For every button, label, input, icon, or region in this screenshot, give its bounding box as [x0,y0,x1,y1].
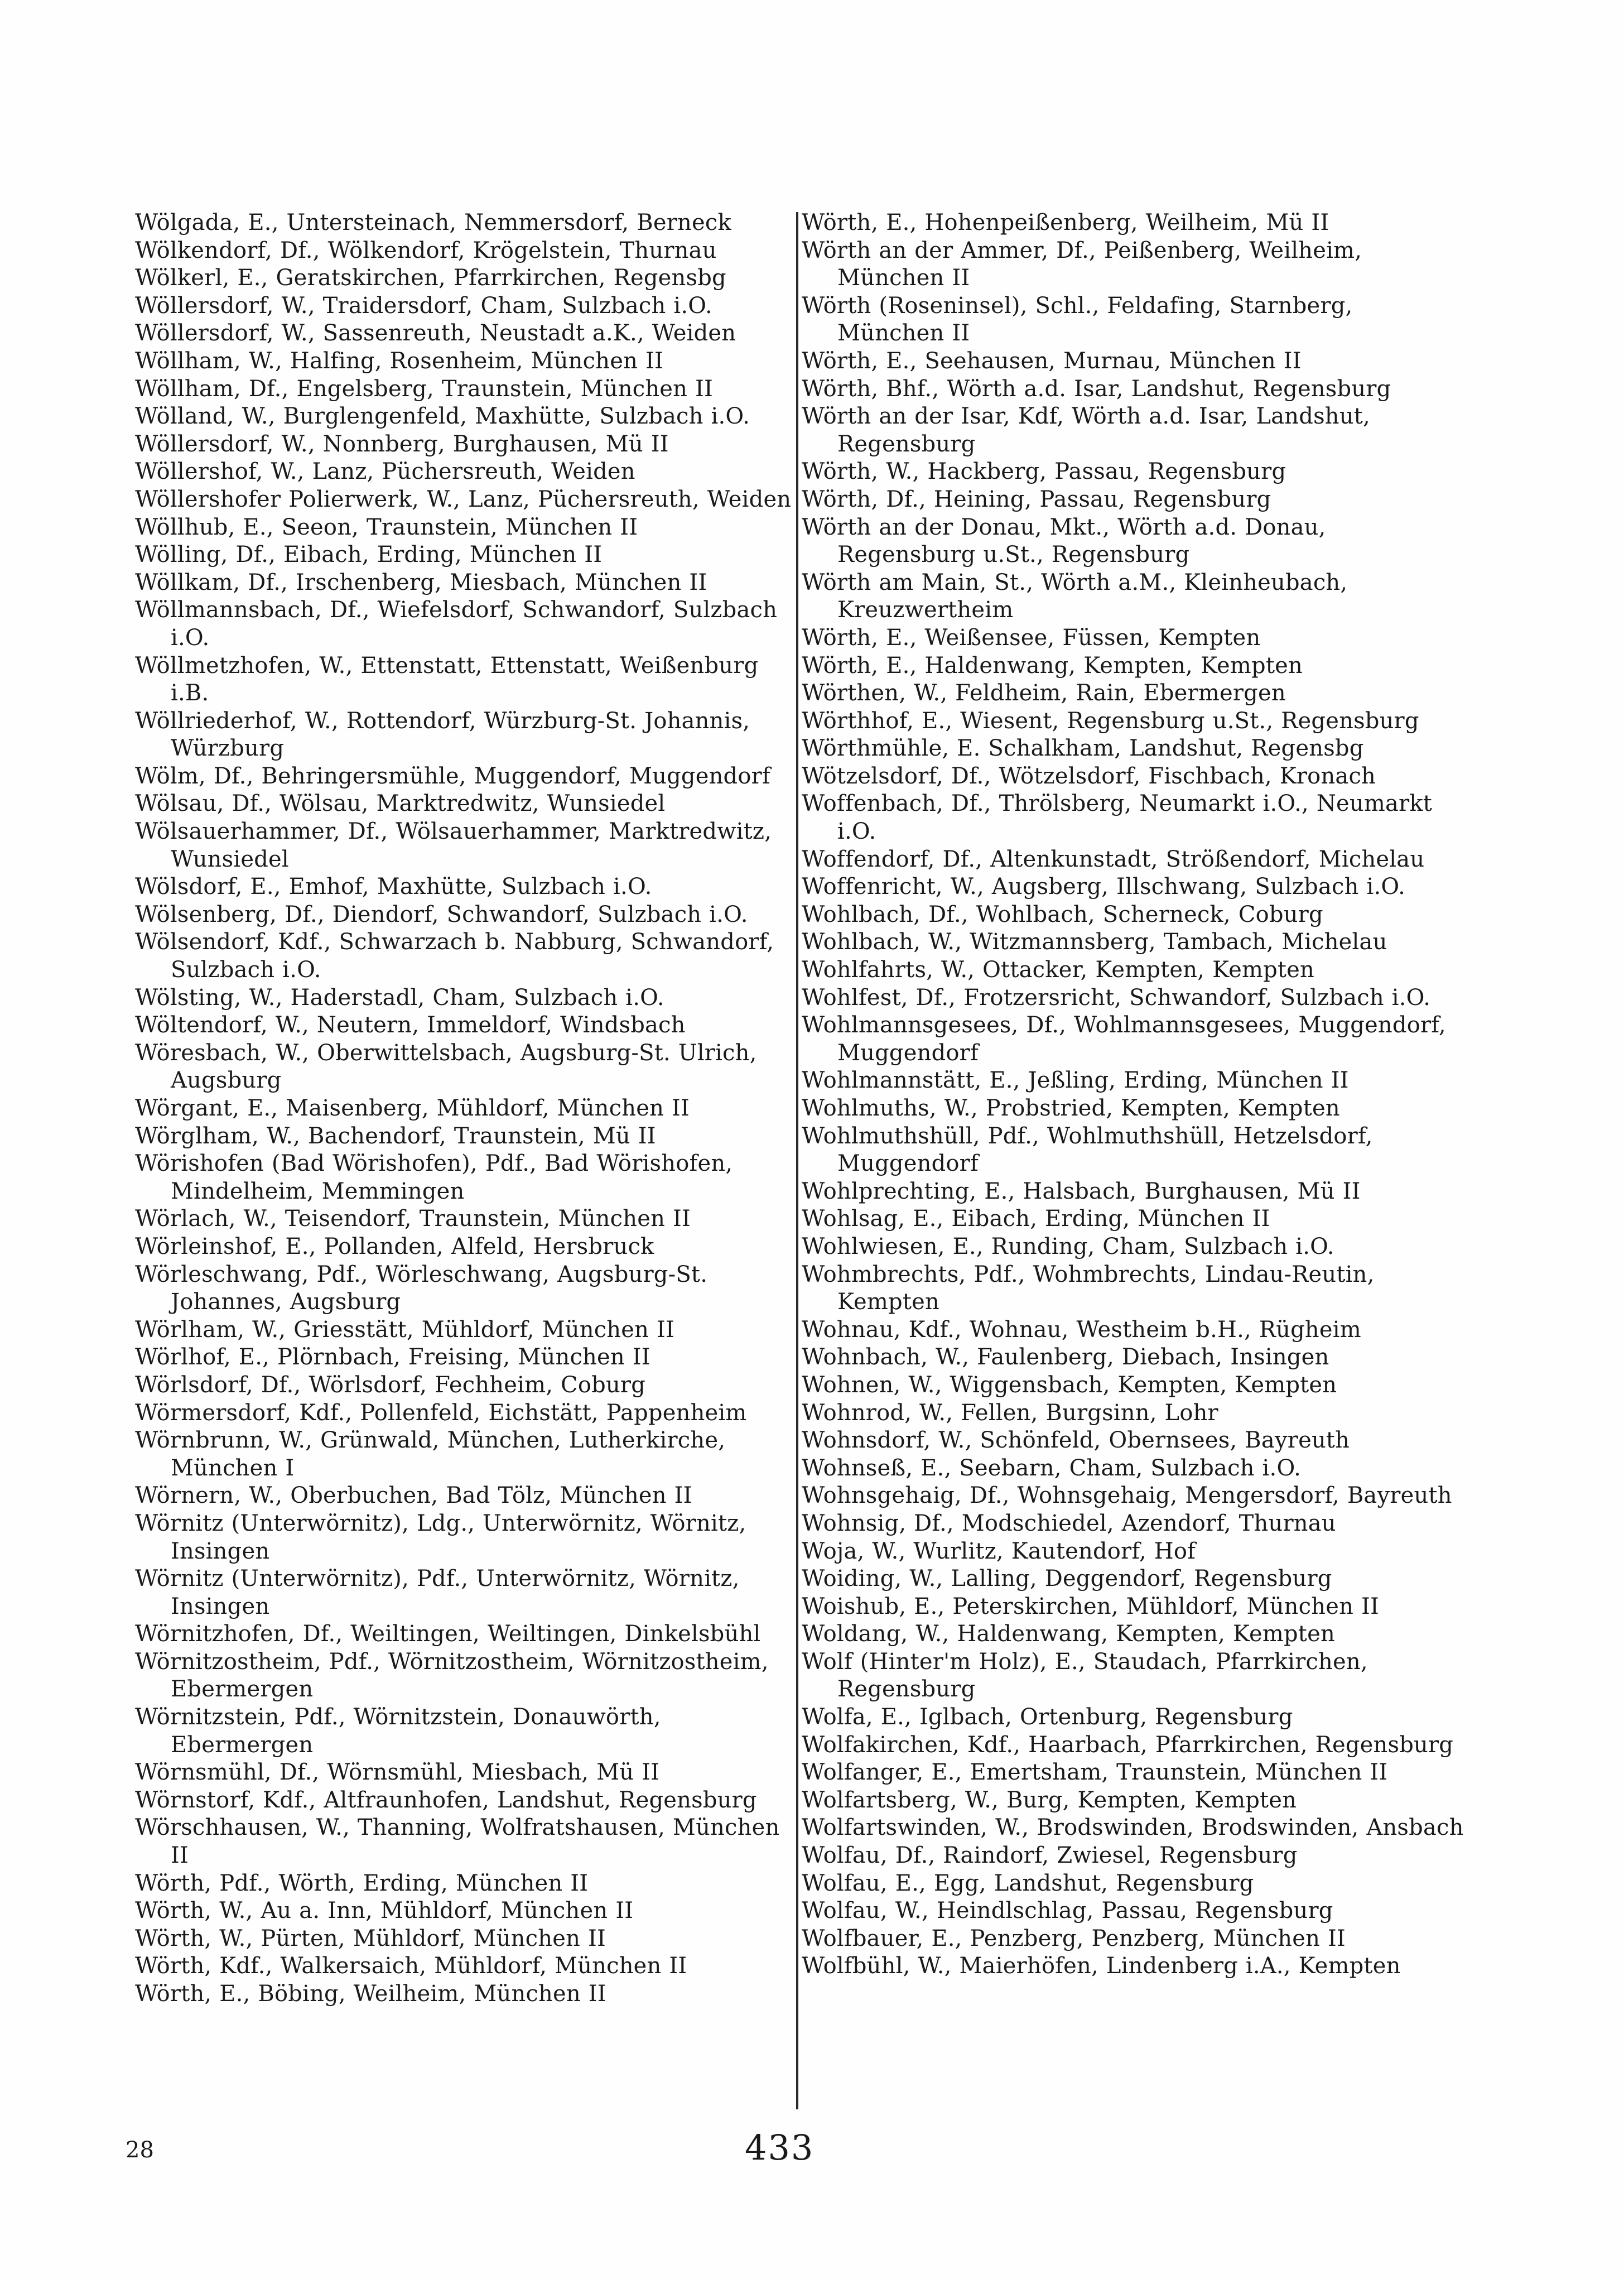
gazetteer-entry: Wörnern, W., Oberbuchen, Bad Tölz, München II [135,1483,692,1509]
printer-signature: 28 [126,2137,154,2163]
gazetteer-entry: Woja, W., Wurlitz, Kautendorf, Hof [802,1538,1196,1564]
gazetteer-entry: Wörnitzstein, Pdf., Wörnitzstein, Donauwörth, Ebermergen [135,1704,661,1758]
gazetteer-entry: Wörth, Kdf., Walkersaich, Mühldorf, München II [135,1953,687,1979]
gazetteer-entry: Wolfbühl, W., Maierhöfen, Lindenberg i.A., Kempten [802,1953,1401,1979]
gazetteer-entry: Wörth, W., Pürten, Mühldorf, München II [135,1925,606,1951]
left-column [135,209,793,2008]
gazetteer-entry: Wörth, E., Haldenwang, Kempten, Kempten [802,652,1303,679]
gazetteer-entry: Wörth, W., Au a. Inn, Mühldorf, München II [135,1898,634,1924]
gazetteer-entry: Wohlbach, W., Witzmannsberg, Tambach, Michelau [802,929,1387,955]
gazetteer-entry: Woffenbach, Df., Thrölsberg, Neumarkt i.O., Neumarkt i.O. [802,791,1433,845]
gazetteer-entry: Wolfau, Df., Raindorf, Zwiesel, Regensburg [802,1843,1298,1869]
gazetteer-entry: Wölm, Df., Behringersmühle, Muggendorf, Muggendorf [135,763,770,789]
gazetteer-entry: Wörthmühle, E. Schalkham, Landshut, Regensbg [802,735,1364,762]
gazetteer-entry: Wörth, E., Seehausen, Murnau, München II [802,348,1302,374]
gazetteer-entry: Woiding, W., Lalling, Deggendorf, Regensburg [802,1566,1332,1592]
gazetteer-entry: Wörth an der Donau, Mkt., Wörth a.d. Donau, Regensburg u.St., Regensburg [802,514,1326,568]
gazetteer-entry: Wölgada, E., Untersteinach, Nemmersdorf, Berneck [135,210,731,235]
gazetteer-entry: Wörnbrunn, W., Grünwald, München, Lutherkirche, München I [135,1427,726,1481]
gazetteer-entry: Wörnitzostheim, Pdf., Wörnitzostheim, Wörnitzostheim, Ebermergen [135,1648,769,1703]
gazetteer-entry: Wölling, Df., Eibach, Erding, München II [135,542,603,568]
gazetteer-entry: Wörnitzhofen, Df., Weiltingen, Weiltingen, Dinkelsbühl [135,1621,761,1647]
gazetteer-entry: Wörnsmühl, Df., Wörnsmühl, Miesbach, Mü II [135,1759,660,1786]
gazetteer-entry: Wohnseß, E., Seebarn, Cham, Sulzbach i.O. [802,1455,1302,1481]
gazetteer-entry: Wörth, E., Weißensee, Füssen, Kempten [802,624,1261,651]
gazetteer-entry: Wölsdorf, E., Emhof, Maxhütte, Sulzbach i.O. [135,874,652,900]
gazetteer-entry: Wörlach, W., Teisendorf, Traunstein, München II [135,1206,691,1232]
gazetteer-entry: Wolfau, E., Egg, Landshut, Regensburg [802,1870,1254,1896]
gazetteer-entry: Wörth, Bhf., Wörth a.d. Isar, Landshut, Regensburg [802,376,1391,402]
gazetteer-entry: Wöltendorf, W., Neutern, Immeldorf, Windsbach [135,1012,686,1038]
gazetteer-entry: Wörnitz (Unterwörnitz), Ldg., Unterwörnitz, Wörnitz, Insingen [135,1510,746,1564]
gazetteer-entry: Wölkerl, E., Geratskirchen, Pfarrkirchen, Regensbg [135,265,726,291]
gazetteer-entry: Wöllersdorf, W., Sassenreuth, Neustadt a.K., Weiden [135,320,736,347]
gazetteer-entry: Wörlhof, E., Plörnbach, Freising, München II [135,1344,650,1371]
gazetteer-entry: Wolfartsberg, W., Burg, Kempten, Kempten [802,1787,1297,1813]
gazetteer-entry: Wörnitz (Unterwörnitz), Pdf., Unterwörnitz, Wörnitz, Insingen [135,1566,740,1619]
gazetteer-entry: Wölsenberg, Df., Diendorf, Schwandorf, Sulzbach i.O. [135,901,748,927]
gazetteer-entry: Wohlmuths, W., Probstried, Kempten, Kempten [802,1095,1340,1121]
gazetteer-entry: Wolfa, E., Iglbach, Ortenburg, Regensburg [802,1704,1293,1730]
gazetteer-entry: Wörschhausen, W., Thanning, Wolfratshausen, München II [135,1815,780,1869]
gazetteer-entry: Wohnrod, W., Fellen, Burgsinn, Lohr [802,1400,1218,1426]
gazetteer-entry: Wohnbach, W., Faulenberg, Diebach, Insingen [802,1344,1329,1371]
gazetteer-entry: Wöllkam, Df., Irschenberg, Miesbach, München II [135,569,707,595]
gazetteer-entry: Wöllmannsbach, Df., Wiefelsdorf, Schwandorf, Sulzbach i.O. [135,597,778,651]
gazetteer-entry: Wörthen, W., Feldheim, Rain, Ebermergen [802,680,1286,706]
gazetteer-entry: Wöllershof, W., Lanz, Püchersreuth, Weiden [135,459,635,485]
gazetteer-entry: Wohnen, W., Wiggensbach, Kempten, Kempten [802,1372,1337,1398]
gazetteer-entry: Wohlwiesen, E., Runding, Cham, Sulzbach i.O. [802,1233,1334,1259]
gazetteer-entry: Wolfbauer, E., Penzberg, Penzberg, München II [802,1925,1346,1951]
gazetteer-entry: Wörth, E., Böbing, Weilheim, München II [135,1981,606,2007]
gazetteer-entry: Wöresbach, W., Oberwittelsbach, Augsburg-St. Ulrich, Augsburg [135,1040,757,1094]
gazetteer-entry: Wörth, W., Hackberg, Passau, Regensburg [802,459,1286,485]
gazetteer-entry: Wöllmetzhofen, W., Ettenstatt, Ettenstatt, Weißenburg i.B. [135,652,759,706]
column-divider [796,212,798,2109]
gazetteer-entry: Wörth am Main, St., Wörth a.M., Kleinheubach, Kreuzwertheim [802,569,1348,623]
gazetteer-entry: Wörth an der Isar, Kdf, Wörth a.d. Isar, Landshut, Regensburg [802,403,1370,457]
gazetteer-entry: Wölsauerhammer, Df., Wölsauerhammer, Marktredwitz, Wunsiedel [135,819,772,872]
gazetteer-entry: Wöllersdorf, W., Traidersdorf, Cham, Sulzbach i.O. [135,292,712,319]
gazetteer-entry: Wölsendorf, Kdf., Schwarzach b. Nabburg, Schwandorf, Sulzbach i.O. [135,929,774,983]
gazetteer-entry: Wörlham, W., Griesstätt, Mühldorf, München II [135,1316,675,1343]
gazetteer-entry: Wörth (Roseninsel), Schl., Feldafing, Starnberg, München II [802,292,1353,347]
gazetteer-entry: Wöllhub, E., Seeon, Traunstein, München II [135,514,638,540]
gazetteer-entry: Wohnsgehaig, Df., Wohnsgehaig, Mengersdorf, Bayreuth [802,1483,1452,1509]
gazetteer-entry: Wötzelsdorf, Df., Wötzelsdorf, Fischbach, Kronach [802,763,1376,789]
gazetteer-entry: Wohlmannsgesees, Df., Wohlmannsgesees, Muggendorf, Muggendorf [802,1012,1446,1066]
gazetteer-entry: Wörthhof, E., Wiesent, Regensburg u.St., Regensburg [802,708,1419,734]
gazetteer-entry: Wohlprechting, E., Halsbach, Burghausen, Mü II [802,1178,1361,1204]
gazetteer-entry: Wölland, W., Burglengenfeld, Maxhütte, Sulzbach i.O. [135,403,750,430]
gazetteer-entry: Wohnsdorf, W., Schönfeld, Obernsees, Bayreuth [802,1427,1350,1454]
gazetteer-entry: Wörgant, E., Maisenberg, Mühldorf, München II [135,1095,690,1121]
gazetteer-entry: Wohnau, Kdf., Wohnau, Westheim b.H., Rügheim [802,1316,1361,1343]
gazetteer-entry: Wolf (Hinter'm Holz), E., Staudach, Pfarrkirchen, Regensburg [802,1648,1368,1703]
gazetteer-entry: Wolfakirchen, Kdf., Haarbach, Pfarrkirchen, Regensburg [802,1732,1454,1758]
gazetteer-entry: Wörth an der Ammer, Df., Peißenberg, Weilheim, München II [802,237,1362,291]
gazetteer-entry: Wohlbach, Df., Wohlbach, Scherneck, Coburg [802,901,1323,927]
gazetteer-entry: Wohnsig, Df., Modschiedel, Azendorf, Thurnau [802,1510,1336,1536]
gazetteer-entry: Woffendorf, Df., Altenkunstadt, Strößendorf, Michelau [802,846,1425,872]
gazetteer-entry: Wöllersdorf, W., Nonnberg, Burghausen, Mü II [135,431,669,457]
gazetteer-entry: Wöllham, W., Halfing, Rosenheim, München II [135,348,663,374]
gazetteer-entry: Wöllriederhof, W., Rottendorf, Würzburg-St. Johannis, Würzburg [135,708,750,762]
right-column [802,209,1466,1980]
page-number: 433 [745,2127,815,2168]
gazetteer-entry: Wörth, E., Hohenpeißenberg, Weilheim, Mü II [802,210,1329,235]
gazetteer-entry: Wohlsag, E., Eibach, Erding, München II [802,1206,1270,1232]
gazetteer-entry: Wörth, Df., Heining, Passau, Regensburg [802,486,1271,512]
gazetteer-entry: Wörishofen (Bad Wörishofen), Pdf., Bad Wörishofen, Mindelheim, Memmingen [135,1151,733,1204]
gazetteer-entry: Wohlfest, Df., Frotzersricht, Schwandorf, Sulzbach i.O. [802,984,1431,1011]
gazetteer-entry: Wörth, Pdf., Wörth, Erding, München II [135,1870,589,1896]
gazetteer-entry: Wohlmannstätt, E., Jeßling, Erding, München II [802,1068,1349,1094]
gazetteer-entry: Wohlfahrts, W., Ottacker, Kempten, Kempten [802,957,1315,983]
gazetteer-entry: Wörlsdorf, Df., Wörlsdorf, Fechheim, Coburg [135,1372,646,1398]
gazetteer-entry: Wöllershofer Polierwerk, W., Lanz, Püchersreuth, Weiden [135,486,792,512]
gazetteer-entry: Wöllham, Df., Engelsberg, Traunstein, München II [135,376,714,402]
gazetteer-entry: Wölkendorf, Df., Wölkendorf, Krögelstein, Thurnau [135,237,717,263]
gazetteer-entry: Wolfau, W., Heindlschlag, Passau, Regensburg [802,1898,1333,1924]
gazetteer-entry: Woishub, E., Peterskirchen, Mühldorf, München II [802,1593,1379,1619]
gazetteer-entry: Wörleschwang, Pdf., Wörleschwang, Augsburg-St. Johannes, Augsburg [135,1261,708,1315]
gazetteer-entry: Wörmersdorf, Kdf., Pollenfeld, Eichstätt, Pappenheim [135,1400,747,1426]
gazetteer-entry: Wölsau, Df., Wölsau, Marktredwitz, Wunsiedel [135,791,666,817]
gazetteer-entry: Wörleinshof, E., Pollanden, Alfeld, Hersbruck [135,1233,654,1259]
gazetteer-entry: Wohlmuthshüll, Pdf., Wohlmuthshüll, Hetzelsdorf, Muggendorf [802,1123,1373,1177]
gazetteer-entry: Wölsting, W., Haderstadl, Cham, Sulzbach i.O. [135,984,664,1011]
gazetteer-entry: Wolfartswinden, W., Brodswinden, Brodswinden, Ansbach [802,1815,1464,1841]
gazetteer-entry: Wörnstorf, Kdf., Altfraunhofen, Landshut, Regensburg [135,1787,757,1813]
gazetteer-entry: Woldang, W., Haldenwang, Kempten, Kempten [802,1621,1335,1647]
gazetteer-entry: Wörglham, W., Bachendorf, Traunstein, Mü II [135,1123,656,1149]
gazetteer-entry: Wolfanger, E., Emertsham, Traunstein, München II [802,1759,1388,1786]
gazetteer-entry: Wohmbrechts, Pdf., Wohmbrechts, Lindau-Reutin, Kempten [802,1261,1375,1315]
gazetteer-entry: Woffenricht, W., Augsberg, Illschwang, Sulzbach i.O. [802,874,1405,900]
